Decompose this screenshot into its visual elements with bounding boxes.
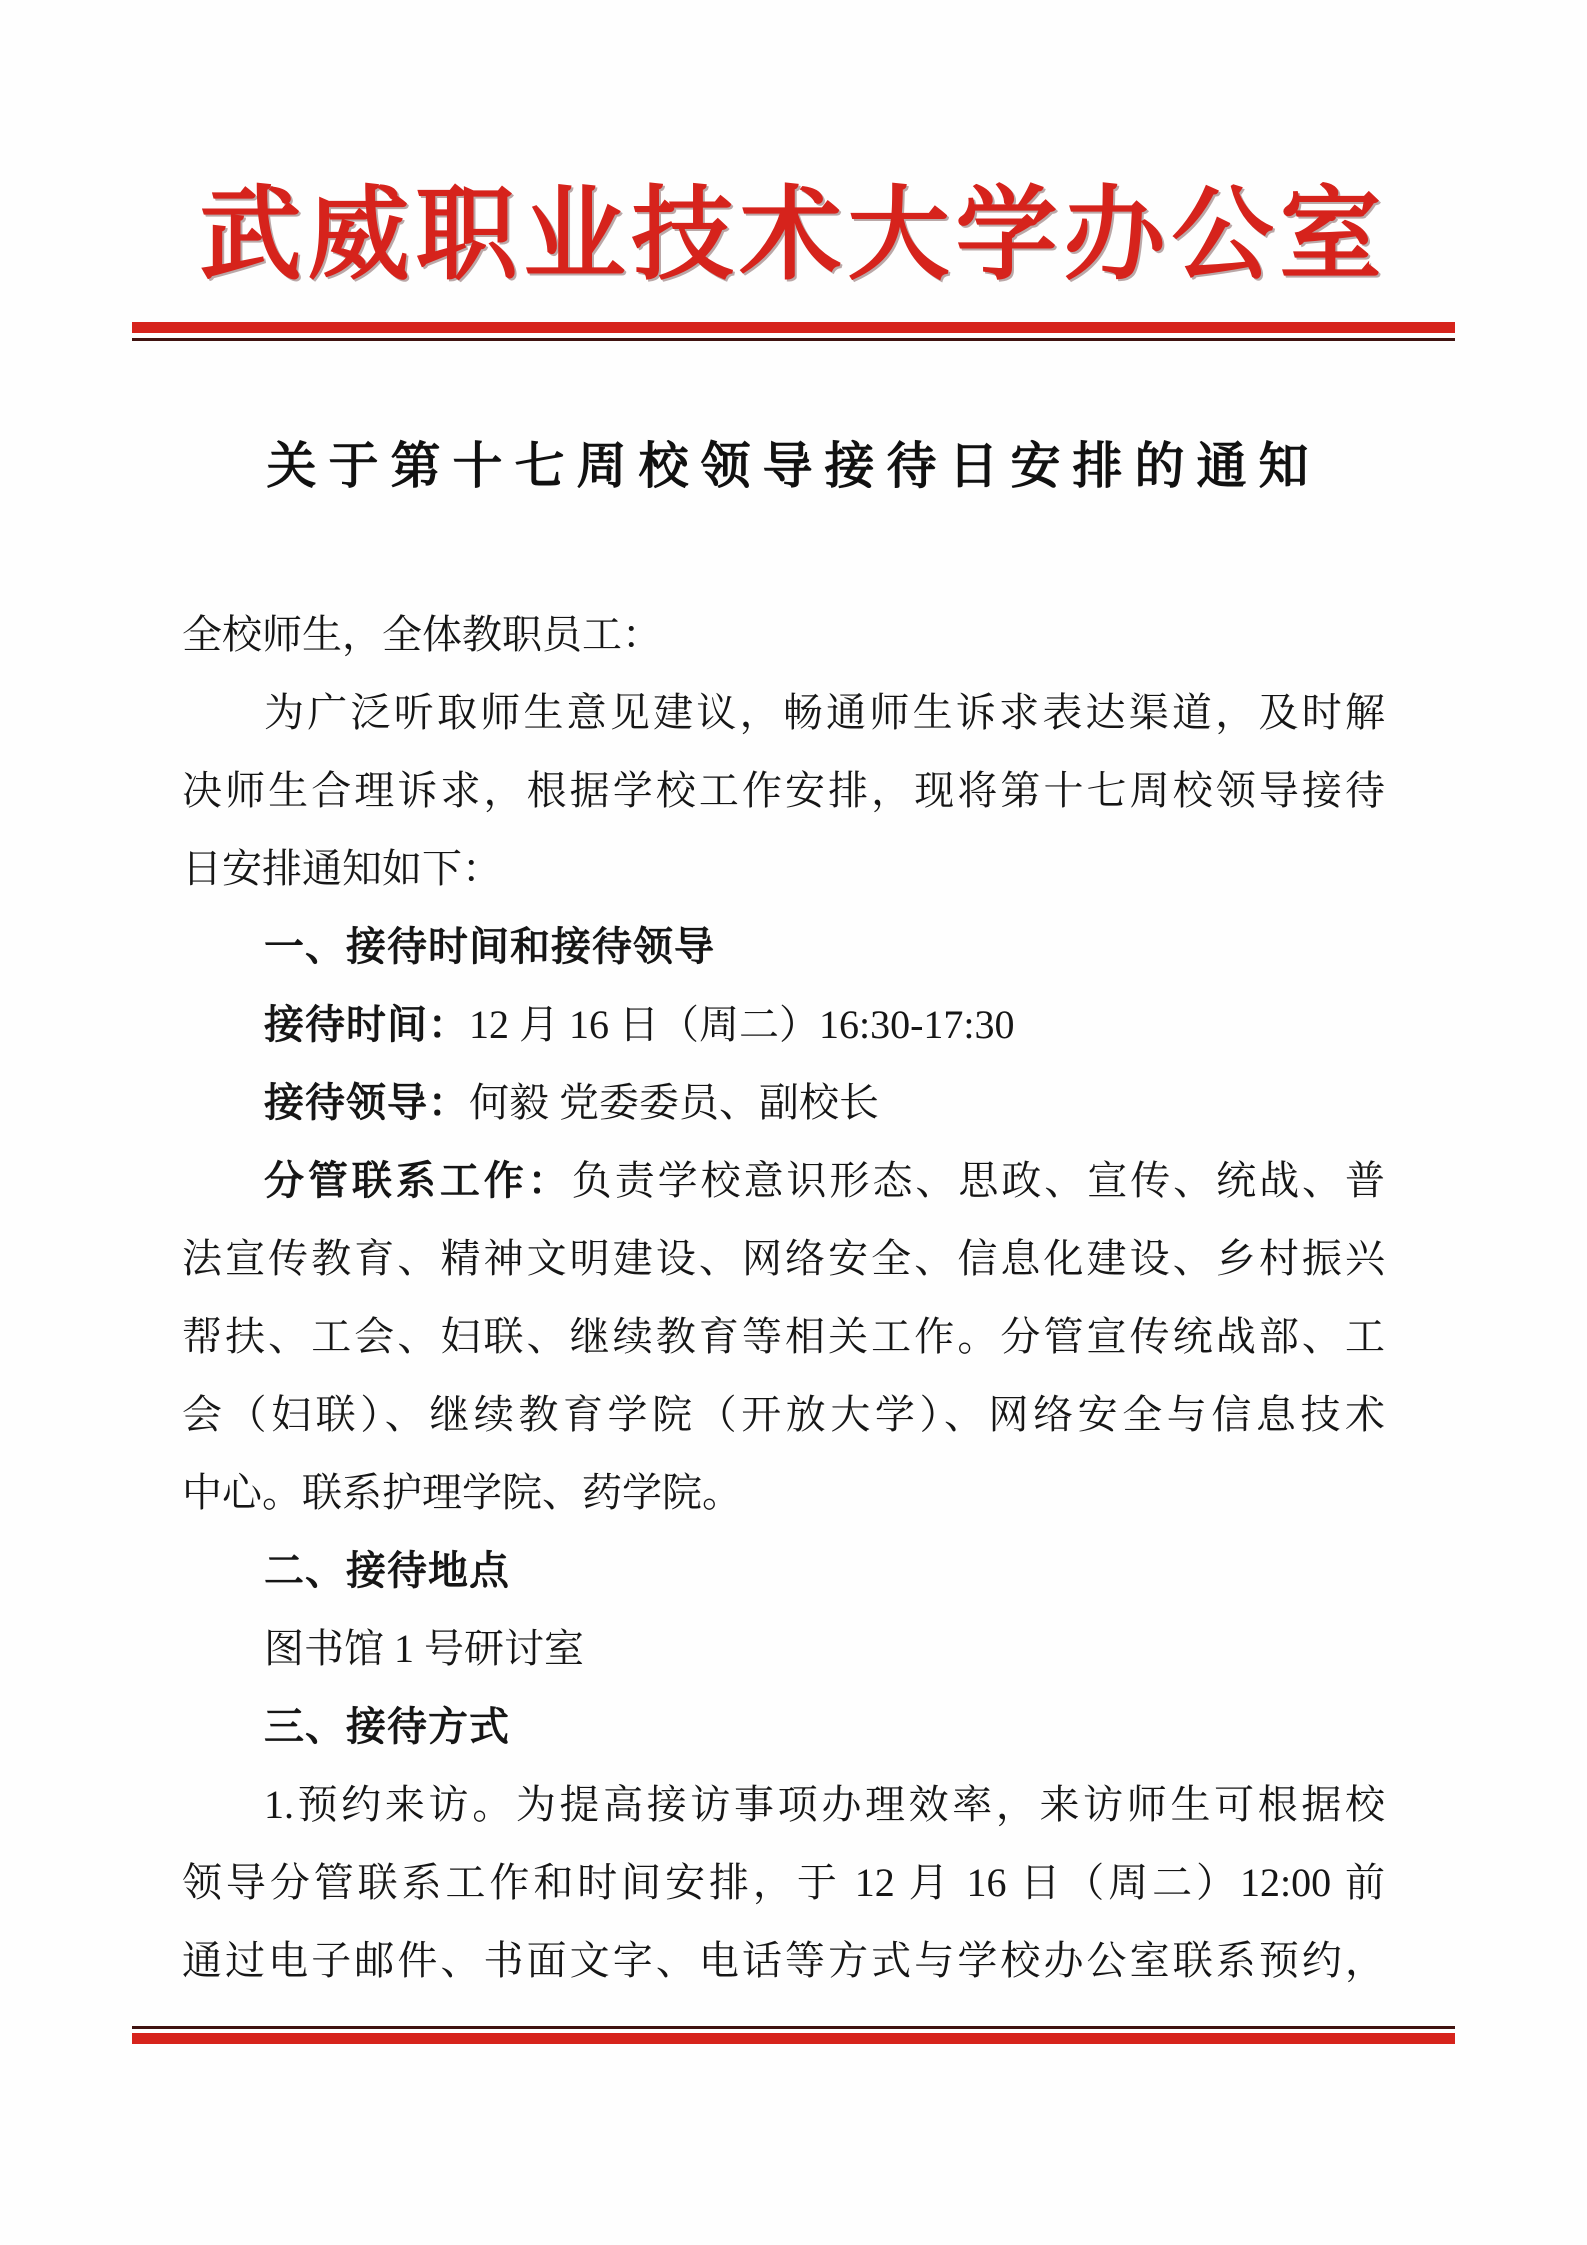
body-line xyxy=(182,674,1385,752)
text-segment: 法宣传教育、精神文明建设、网络安全、信息化建设、乡村振兴 xyxy=(182,1236,1385,1282)
text-segment: 中心。联系护理学院、药学院。 xyxy=(182,1470,742,1516)
text-segment: 会（妇联）、继续教育学院（开放大学）、网络安全与信息技术 xyxy=(182,1392,1385,1438)
body-line xyxy=(182,752,1385,830)
text-segment-bold: 分管联系工作： xyxy=(264,1159,572,1204)
body-line xyxy=(182,1532,1385,1610)
text-segment: 通过电子邮件、书面文字、电话等方式与学校办公室联系预约， xyxy=(182,1938,1385,1984)
body-line xyxy=(182,1220,1385,1298)
header-double-rule xyxy=(132,322,1455,341)
text-segment-bold: 接待领导： xyxy=(264,1081,469,1126)
document-body xyxy=(0,596,1587,2000)
body-line xyxy=(182,1064,1385,1142)
body-line xyxy=(182,1454,1385,1532)
body-line xyxy=(182,908,1385,986)
org-header-title: 武威职业技术大学办公室 xyxy=(199,180,1388,293)
text-segment: 何毅 党委委员、副校长 xyxy=(469,1080,879,1126)
text-segment: 全校师生，全体教职员工： xyxy=(182,612,662,658)
header-rule-thin xyxy=(132,338,1455,341)
text-segment: 负责学校意识形态、思政、宣传、统战、普 xyxy=(571,1158,1386,1204)
body-line xyxy=(182,1610,1385,1688)
text-segment: 为广泛听取师生意见建议，畅通师生诉求表达渠道，及时解 xyxy=(264,690,1385,736)
body-line xyxy=(182,986,1385,1064)
header-rule-thick xyxy=(132,322,1455,333)
body-line xyxy=(182,1688,1385,1766)
footer-double-rule xyxy=(132,2026,1455,2044)
text-segment-bold: 三、接待方式 xyxy=(264,1705,510,1750)
body-line xyxy=(182,1844,1385,1922)
text-segment-bold: 二、接待地点 xyxy=(264,1549,510,1594)
text-segment: 日安排通知如下： xyxy=(182,846,502,892)
text-segment-bold: 接待时间： xyxy=(264,1003,469,1048)
body-line xyxy=(182,1298,1385,1376)
footer-rule-thick xyxy=(132,2033,1455,2044)
body-line xyxy=(182,1142,1385,1220)
text-segment: 帮扶、工会、妇联、继续教育等相关工作。分管宣传统战部、工 xyxy=(182,1314,1385,1360)
text-segment: 1.预约来访。为提高接访事项办理效率，来访师生可根据校 xyxy=(264,1782,1385,1828)
text-segment: 12 月 16 日（周二）16:30-17:30 xyxy=(469,1002,1015,1048)
body-line xyxy=(182,1922,1385,2000)
text-segment-bold: 一、接待时间和接待领导 xyxy=(264,925,715,970)
body-line xyxy=(182,1766,1385,1844)
text-segment: 领导分管联系工作和时间安排，于 12 月 16 日（周二）12:00 前 xyxy=(182,1860,1385,1906)
footer-rule-thin xyxy=(132,2026,1455,2029)
body-line xyxy=(182,596,1385,674)
body-line xyxy=(182,1376,1385,1454)
document-title: 关于第十七周校领导接待日安排的通知 xyxy=(266,438,1321,495)
text-segment: 图书馆 1 号研讨室 xyxy=(264,1626,584,1672)
text-segment: 决师生合理诉求，根据学校工作安排，现将第十七周校领导接待 xyxy=(182,768,1385,814)
body-line xyxy=(182,830,1385,908)
